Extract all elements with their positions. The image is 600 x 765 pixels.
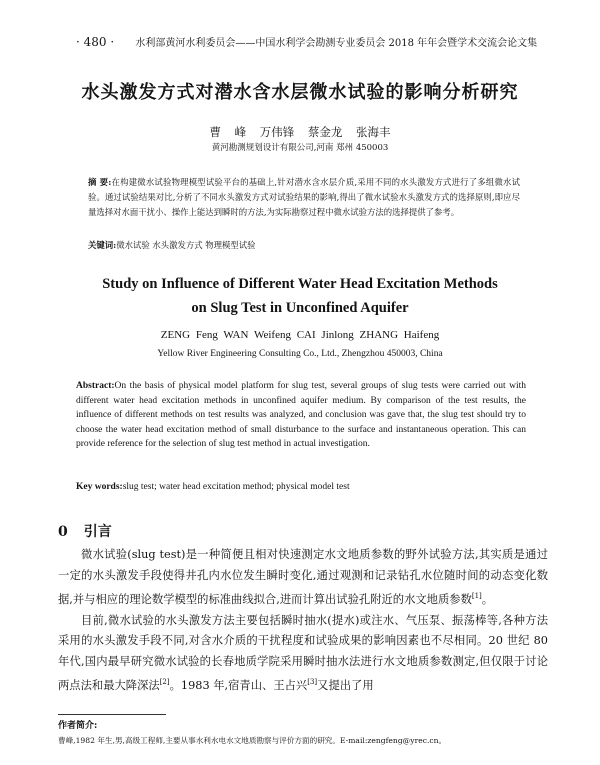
body-text xyxy=(58,545,548,697)
citation-2: [2] xyxy=(159,678,170,687)
paragraph-2-end: 。1983 年,宿青山、王占兴 xyxy=(169,679,308,693)
title-english-line2: on Slug Test in Unconfined Aquifer xyxy=(191,300,409,316)
authors-chinese: 曹 峰 万伟锋 蔡金龙 张海丰 xyxy=(209,125,391,139)
abstract-label-cn: 摘 要: xyxy=(88,177,112,187)
affiliation-chinese: 黄河勘测规划设计有限公司,河南 郑州 450003 xyxy=(211,143,389,153)
abstract-text-cn: 在构建微水试验物理模型试验平台的基础上,针对潜水含水层介质,采用不同的水头激发方式进行了多组微水试验。通过试验结果对比,分析了不同水头激发方式对试验结果的影响,得出了微水试验水头激发方式的选择原则,即应尽量选择对水面干扰小、操作上能达到瞬时的方法,为实际勘察过程中微水试验方法的选择提供了参考。 xyxy=(88,177,520,217)
citation-1: [1] xyxy=(471,592,482,601)
paragraph-2-end2: 又提出了用 xyxy=(317,679,374,693)
section-heading xyxy=(58,521,112,541)
keywords-label-cn: 关键词: xyxy=(88,240,117,250)
abstract-label-en: Abstract: xyxy=(76,381,115,391)
affiliation-english: Yellow River Engineering Consulting Co., Ltd., Zhengzhou 450003, China xyxy=(157,349,443,359)
title-english xyxy=(0,272,600,320)
keywords-text-en: slug test; water head excitation method; physical model test xyxy=(122,482,350,492)
title-english-line1: Study on Influence of Different Water Head Excitation Methods xyxy=(102,276,498,292)
keywords-label-en: Key words: xyxy=(76,482,123,492)
keywords-chinese xyxy=(88,239,520,251)
authors-english: ZENG Feng WAN Weifeng CAI Jinlong ZHANG Haifeng xyxy=(160,329,440,341)
footnote-rule xyxy=(58,714,166,715)
abstract-english xyxy=(76,379,526,452)
paragraph-2-text: 目前,微水试验的水头激发方法主要包括瞬时抽水(提水)或注水、气压泵、振荡棒等,各种方法采用的水头激发手段不同,对含水介质的干扰程度和试验成果的影响因素也不尽相同。20 世纪 80 年代,国内最早研究微水试验的长春地质学院采用瞬时抽水法进行水文地质参数测定,但仅限于讨论两点法和最大降深法 xyxy=(58,613,548,693)
section-number: 0 xyxy=(58,524,68,540)
paragraph xyxy=(58,611,548,697)
footnote-text: 曹峰,1982 年生,男,高级工程师,主要从事水利水电水文地质勘察与评价方面的研究。E-mail:zengfeng@yrec.cn。 xyxy=(58,736,447,745)
section-title: 引言 xyxy=(83,524,112,540)
title-chinese: 水头激发方式对潜水含水层微水试验的影响分析研究 xyxy=(81,82,519,103)
keywords-english xyxy=(76,482,526,492)
paragraph-1-end: 。 xyxy=(481,592,494,606)
keywords-text-cn: 微水试验 水头激发方式 物理模型试验 xyxy=(116,240,256,250)
paragraph xyxy=(58,545,548,611)
abstract-chinese xyxy=(88,175,520,220)
abstract-text-en: On the basis of physical model platform for slug test, several groups of slug tests were carried out with different water head excitation methods in unconfined aquifer medium. By comparison of the test results, the influence of different methods on test results was analyzed, and conclusion was gave that, the slug test should try to choose the water head excitation method of small disturbance to the surface and instantaneous operation. This can provide reference for the selection of slug test method in actual investigation. xyxy=(76,381,526,449)
page-number: · 480 · xyxy=(76,35,115,49)
running-title: 水利部黄河水利委员会——中国水利学会勘测专业委员会 2018 年年会暨学术交流会论文集 xyxy=(135,38,538,49)
citation-3: [3] xyxy=(307,678,318,687)
footnote-label: 作者简介: xyxy=(58,721,98,731)
running-header xyxy=(76,34,537,49)
paragraph-1-text: 微水试验(slug test)是一种简便且相对快速测定水文地质参数的野外试验方法,其实质是通过一定的水头激发手段使得井孔内水位发生瞬时变化,通过观测和记录钻孔水位随时间的动态变化数据,并与相应的理论数学模型的标准曲线拟合,进而计算出试验孔附近的水文地质参数 xyxy=(58,548,548,606)
